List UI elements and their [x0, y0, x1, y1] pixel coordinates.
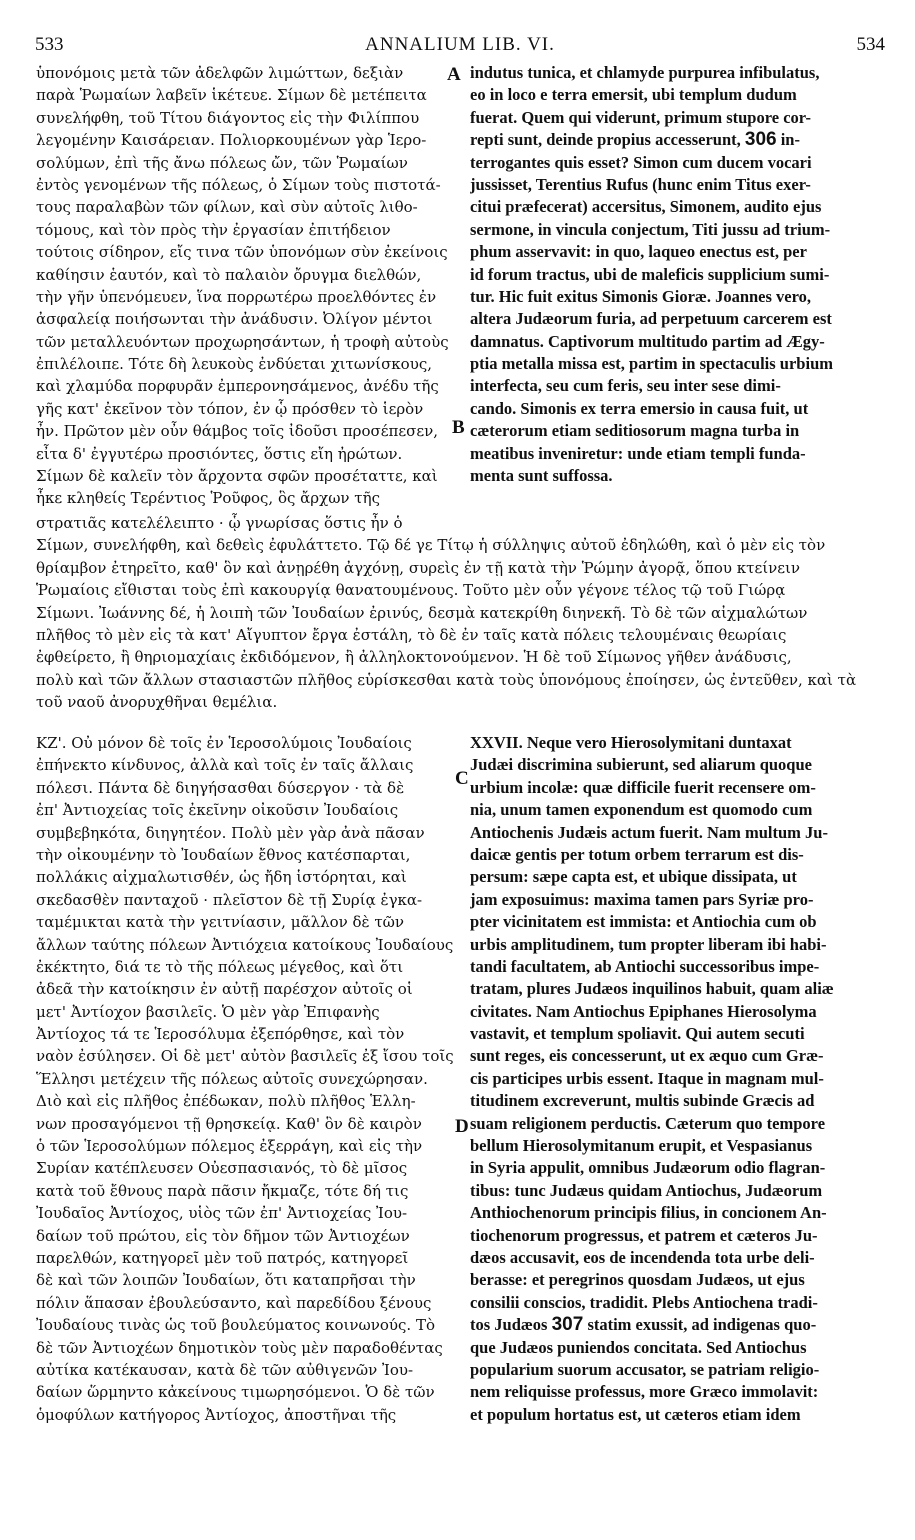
text-line: τοῦ ναοῦ ἀνορυχθῆναι θεμέλια. — [36, 693, 278, 712]
text-line: urbium incolæ: quæ difficile fuerit recensere om- — [470, 777, 816, 797]
text-line: Judæi discrimina subierunt, sed aliarum quoque — [470, 755, 812, 775]
text-line: γῆς κατ' ἐκεῖνον τὸν τόπον, ἐν ᾧ πρόσθεν τὸ ἱερὸν — [36, 399, 424, 418]
text-line: τόμους, καὶ τὸν πρὸς τὴν ἐργασίαν ἐπιτήδειον — [36, 220, 391, 239]
text-line: στρατιᾶς κατελέλειπτο · ᾧ γνωρίσας ὅστις ἦν ὁ — [36, 514, 403, 532]
text-line: Ἰουδαῖος Ἀντίοχος, υἱὸς τῶν ἐπ' Ἀντιοχείας Ἰου- — [36, 1204, 408, 1223]
reference-number: 307 — [551, 1314, 584, 1336]
text-line: συνελήφθη, τοῦ Τίτου διάγοντος εἰς τὴν Φιλίππου — [36, 108, 420, 127]
text-line: μετ' Ἀντίοχον βασιλεῖς. Ὁ μὲν γὰρ Ἐπιφανὴς — [36, 1002, 380, 1021]
page-number-right: 534 — [856, 34, 885, 55]
section-marker-d: D — [455, 1116, 469, 1137]
text-line: berasse: et peregrinos quosdam Judæos, ut ejus — [470, 1270, 805, 1290]
text-line: sermone, in vincula conjectum, Titi jussu ad trium- — [470, 219, 831, 239]
text-line: bellum Hierosolymitanum erupit, et Vespasianus — [470, 1136, 813, 1156]
section-marker-a: A — [447, 64, 461, 85]
text-line: sunt reges, eis concesserunt, ut ex æquo cum Græ- — [470, 1046, 824, 1066]
page-number-left: 533 — [35, 34, 64, 55]
text-line: tibus: tunc Judæus quidam Antiochus, Judæorum — [470, 1180, 823, 1200]
text-line: τους παραλαβὼν τῶν φίλων, καὶ σὺν αὐτοῖς λιθο- — [36, 198, 418, 217]
text-line: δὲ καὶ τῶν λοιπῶν Ἰουδαίων, ὅτι καταπρῆσαι τὴν — [36, 1271, 416, 1290]
text-line: fuerat. Quem qui viderunt, primum stupore cor- — [470, 107, 811, 127]
section-marker-c: C — [455, 768, 469, 789]
text-line: Συρίαν κατέπλευσεν Οὐεσπασιανός, τὸ δὲ μῖσος — [36, 1159, 408, 1178]
text-line: ἐφθείρετο, ἢ θηριομαχίαις ἐκδιδόμενον, ἢ ἀλληλοκτονούμενον. Ἡ δὲ τοῦ Σίμωνος γῆθεν ἀνάδυσις, — [36, 648, 792, 667]
text-line: σολύμων, ἐπὶ τῆς ἄνω πόλεως ὤν, τῶν Ῥωμαίων — [36, 153, 408, 172]
text-line: παρὰ Ῥωμαίων λαβεῖν ἱκέτευε. Σίμων δὲ μετέπειτα — [36, 86, 427, 105]
text-line: citui præfecerat) accersitus, Simonem, audito ejus — [470, 197, 822, 217]
text-line: tratam, plures Judæos inquilinos habuit, quam aliæ — [470, 979, 834, 999]
page-header — [35, 32, 885, 60]
text-line: titudinem excreverunt, multis subinde Græcis ad — [470, 1091, 815, 1111]
text-line: ἀσφαλείᾳ ποιήσωνται τὴν ἀνάδυσιν. Ὀλίγον μέντοι — [36, 310, 433, 329]
text-line: ταμέμικται κατὰ τὴν γειτνίασιν, μᾶλλον δὲ τῶν — [36, 913, 405, 932]
text-line: popularium suorum accusator, se patriam religio- — [470, 1359, 820, 1379]
text-line: tandi facultatem, ab Antiochi successoribus impe- — [470, 956, 820, 976]
text-line: Διὸ καὶ εἰς πλῆθος ἐπέδωκαν, πολὺ πλῆθος Ἑλλη- — [36, 1092, 416, 1111]
text-line: κατὰ τοῦ ἔθνους παρὰ πᾶσιν ἤκμαζε, τότε δή τις — [36, 1181, 409, 1200]
text-line: τῶν μεταλλευόντων προχωρησάντων, ἡ τροφὴ αὐτοὺς — [36, 332, 449, 351]
text-line: θρίαμβον ἐτηρεῖτο, καθ' ὃν καὶ ἀνῃρέθη ἀγχόνῃ, συρεὶς ἐν τῇ κατὰ τὴν Ῥώμην ἀγορᾷ, ὅπου κτείνειν — [36, 558, 801, 577]
text-line: tos Judæos 307 statim exussit, ad indigenas quo- — [470, 1314, 817, 1336]
greek-column-top — [36, 62, 456, 510]
text-line: ἀδεᾶ τὴν κατοίκησιν ἐν αὐτῇ παρέσχον αὐτοῖς οἱ — [36, 980, 413, 999]
text-line: Ἕλλησι μετέχειν τῆς πόλεως αὐτοῖς συνεχώρησαν. — [36, 1069, 428, 1088]
text-line: Ἰουδαίους τινὰς ὡς τοῦ βουλεύματος κοινωνούς. Τὸ — [36, 1316, 436, 1335]
text-line: ἦν. Πρῶτον μὲν οὖν θάμβος τοῖς ἰδοῦσι προσέπεσεν, — [36, 422, 439, 441]
text-line: persum: sæpe capta est, et ubique dissipata, ut — [470, 867, 797, 887]
text-line: jussisset, Terentius Rufus (hunc enim Titus exer- — [470, 174, 811, 194]
text-line: id forum tractus, ubi de maleficis supplicium sumi- — [470, 264, 830, 284]
text-line: indutus tunica, et chlamyde purpurea infibulatus, — [470, 63, 820, 82]
text-line: cæterorum etiam seditiosorum magna turba in — [470, 421, 800, 441]
text-line: Σίμωνι. Ἰωάννης δέ, ἡ λοιπὴ τῶν Ἰουδαίων ἐρινύς, δεσμὰ κατεκρίθη διηνεκῆ. Τὸ δὲ τῶν αἰχμαλώτων — [36, 603, 808, 622]
text-line: καθίησιν ἑαυτόν, καὶ τὸ παλαιὸν ὄρυγμα διελθών, — [36, 265, 422, 284]
text-line: altera Judæorum furia, ad perpetuum carcerem est — [470, 309, 832, 329]
text-line: tur. Hic fuit exitus Simonis Gioræ. Joannes vero, — [470, 286, 812, 306]
text-line: nia, unum tamen exponendum est quomodo cum — [470, 800, 813, 820]
text-line: ἐπιλέλοιπε. Τότε δὴ λευκοὺς ἐνδύεται χιτωνίσκους, — [36, 355, 432, 374]
text-line: πόλεσι. Πάντα δὲ διηγήσασθαι δύσεργον · τὰ δὲ — [36, 778, 405, 797]
text-line: daicæ gentis per totum orbem terrarum est dis- — [470, 844, 804, 864]
text-line: σκεδασθὲν πανταχοῦ · πλεῖστον δὲ τῇ Συρίᾳ ἐγκα- — [36, 890, 423, 909]
text-line: λεγομένην Καισάρειαν. Πολιορκουμένων γὰρ Ἱερο- — [36, 131, 427, 150]
text-line: tiochenorum progressus, et patrem et cæteros Ju- — [470, 1225, 818, 1245]
text-line: terrogantes quis esset? Simon cum ducem vocari — [470, 152, 812, 172]
text-line: πόλιν ἅπασαν ἐβουλεύσαντο, καὶ παρεδίδου ξένους — [36, 1293, 432, 1312]
running-title: ANNALIUM LIB. VI. — [365, 34, 555, 55]
text-line: jam exposuimus: maxima tamen pars Syriæ pro- — [470, 889, 814, 909]
text-line: Anthiochenorum principis filius, in concionem An- — [470, 1203, 827, 1223]
greek-column-bottom — [36, 732, 456, 1426]
latin-column-bottom — [470, 732, 890, 1426]
text-line: civitates. Nam Antiochus Epiphanes Hierosolyma — [470, 1001, 817, 1021]
text-line: ptia metalla missa est, partim in spectaculis urbium — [470, 354, 833, 374]
text-line: συμβεβηκότα, διηγητέον. Πολὺ μὲν γὰρ ἀνὰ πᾶσαν — [36, 823, 425, 842]
text-line: καὶ χλαμύδα πορφυρᾶν ἐμπερονησάμενος, ἀνέδυ τῆς — [36, 377, 439, 396]
text-line: dæos accusavit, eos de incendenda tota urbe deli- — [470, 1247, 815, 1267]
text-line: ὑπονόμοις μετὰ τῶν ἀδελφῶν λιμώττων, δεξιὰν — [36, 64, 404, 82]
text-line: πλῆθος τὸ μὲν εἰς τὰ κατ' Αἴγυπτον ἔργα ἐστάλη, τὸ δὲ ἐν ταῖς κατὰ πόλεις τελουμέναις θεωρίαις — [36, 625, 787, 644]
text-line: menta sunt suffossa. — [470, 466, 613, 486]
text-line: παρελθών, κατηγορεῖ μὲν τοῦ πατρός, κατηγορεῖ — [36, 1248, 409, 1267]
text-line: pter vicinitatem est immista: et Antiochia cum ob — [470, 912, 817, 932]
text-line: εἶτα δ' ἐγγυτέρω προσιόντες, ὅστις εἴη ἠρώτων. — [36, 444, 403, 463]
text-line: damnatus. Captivorum multitudo partim ad Ægy- — [470, 331, 825, 351]
greek-full-width-block — [36, 512, 890, 714]
text-line: ΚΖ'. Οὐ μόνον δὲ τοῖς ἐν Ἱεροσολύμοις Ἰουδαίοις — [36, 734, 412, 752]
text-line: τὴν γῆν ὑπενόμευεν, ἵνα πορρωτέρω προελθόντες ἐν — [36, 287, 437, 306]
text-line: ἐκέκτητο, διά τε τὸ τῆς πόλεως μέγεθος, καὶ ὅτι — [36, 957, 404, 976]
text-line: ἐπήνεκτο κίνδυνος, ἀλλὰ καὶ τοῖς ἐν ταῖς ἄλλαις — [36, 756, 414, 775]
text-line: αὐτίκα κατέκαυσαν, κατὰ δὲ τῶν αὐθιγενῶν Ἰου- — [36, 1360, 414, 1379]
text-line: in Syria appulit, omnibus Judæorum odio flagran- — [470, 1158, 826, 1178]
text-line: meatibus inveniretur: unde etiam templi funda- — [470, 443, 806, 463]
section-marker-b: B — [452, 417, 465, 438]
text-line: δὲ τῶν Ἀντιοχέων δημοτικὸν τοὺς μὲν παραδοθέντας — [36, 1338, 443, 1357]
text-line: XXVII. Neque vero Hierosolymitani duntaxat — [470, 733, 792, 752]
text-line: Ῥωμαίοις εἴθισται τοὺς ἐπὶ κακουργίᾳ θανατουμένους. Τοῦτο μὲν οὖν γέγονε τέλος τῷ τοῦ Γιώρᾳ — [36, 581, 786, 600]
text-line: cando. Simonis ex terra emersio in causa fuit, ut — [470, 398, 809, 418]
text-line: Σίμων δὲ καλεῖν τὸν ἄρχοντα σφῶν προσέταττε, καὶ — [36, 467, 438, 486]
text-line: urbis amplitudinem, tum propter liberam ibi habi- — [470, 934, 827, 954]
text-line: eo in loco e terra emersit, ubi templum dudum — [470, 85, 797, 105]
text-line: δαίων ὥρμηντο κἀκείνους τιμωρησόμενοι. Ὁ δὲ τῶν — [36, 1383, 435, 1402]
text-line: nem reliquisse professus, more Græco immolavit: — [470, 1382, 819, 1402]
text-line: ἄλλων ταύτης πόλεων Ἀντιόχεια κατοίκους Ἰουδαίους — [36, 935, 454, 954]
text-line: τούτοις σίδηρον, εἴς τινα τῶν ὑπονόμων σὺν ἐκείνοις — [36, 243, 448, 262]
text-line: δαίων τοῦ πρώτου, εἰς τὸν δῆμον τῶν Ἀντιοχέων — [36, 1226, 410, 1245]
text-line: Σίμων, συνελήφθη, καὶ δεθεὶς ἐφυλάττετο. Τῷ δέ γε Τίτῳ ἡ σύλληψις αὐτοῦ ἐδηλώθη, καὶ ὁ μὲν εἰς τὸν — [36, 536, 826, 555]
text-line: πολὺ καὶ τῶν ἄλλων στασιαστῶν πλῆθος εὑρίσκεσθαι κατὰ τοὺς ὑπονόμους ἐποίησεν, ὡς ἐντεῦθεν, καὶ τὰ — [36, 670, 857, 689]
text-line: πολλάκις αἰχμαλωτισθέν, ὡς ἤδη ἱστόρηται, καὶ — [36, 868, 407, 887]
text-line: Ἀντίοχος τά τε Ἱεροσόλυμα ἐξεπόρθησε, καὶ τὸν — [36, 1025, 405, 1044]
reference-number: 306 — [744, 129, 777, 151]
text-line: Antiochenis Judæis actum fuerit. Nam multum Ju- — [470, 822, 828, 842]
text-line: ὁμοφύλων κατήγορος Ἀντίοχος, ἀποστῆναι τῆς — [36, 1405, 397, 1424]
text-line: ἐπ' Ἀντιοχείας τοῖς ἐκεῖνην οἰκοῦσιν Ἰουδαίοις — [36, 801, 399, 820]
text-line: suam religionem perductis. Cæterum quo tempore — [470, 1113, 826, 1133]
text-line: νων προσαγόμενοι τῇ θρησκείᾳ. Καθ' ὃν δὲ καιρὸν — [36, 1114, 422, 1133]
text-line: repti sunt, deinde propius accesserunt, 306 in- — [470, 129, 800, 151]
text-line: et populum hortatus est, ut cæteros etiam idem — [470, 1404, 801, 1424]
text-line: ἐντὸς γενομένων τῆς πόλεως, ὁ Σίμων τοὺς πιστοτά- — [36, 175, 441, 194]
text-line: ὁ τῶν Ἱεροσολύμων πόλεμος ἐξερράγη, καὶ εἰς τὴν — [36, 1137, 423, 1156]
text-line: ναὸν ἐσύλησεν. Οἱ δὲ μετ' αὐτὸν βασιλεῖς ἐξ ἴσου τοῖς — [36, 1047, 454, 1066]
latin-column-top — [470, 62, 890, 487]
text-line: vastavit, et templum spoliavit. Qui autem secuti — [470, 1024, 805, 1044]
text-line: ἧκε κληθείς Τερέντιος Ῥοῦφος, ὃς ἄρχων τῆς — [36, 489, 380, 508]
text-line: phum asservavit: in quo, laqueo enectus est, per — [470, 242, 807, 262]
text-line: que Judæos puniendos concitata. Sed Antiochus — [470, 1337, 807, 1357]
text-line: consilii conscios, tradidit. Plebs Antiochena tradi- — [470, 1292, 818, 1312]
text-line: cis participes urbis essent. Itaque in magnam mul- — [470, 1068, 824, 1088]
text-line: τὴν οἰκουμένην τὸ Ἰουδαίων ἔθνος κατέσπαρται, — [36, 845, 411, 864]
text-line: interfecta, seu cum feris, seu inter sese dimi- — [470, 376, 781, 396]
